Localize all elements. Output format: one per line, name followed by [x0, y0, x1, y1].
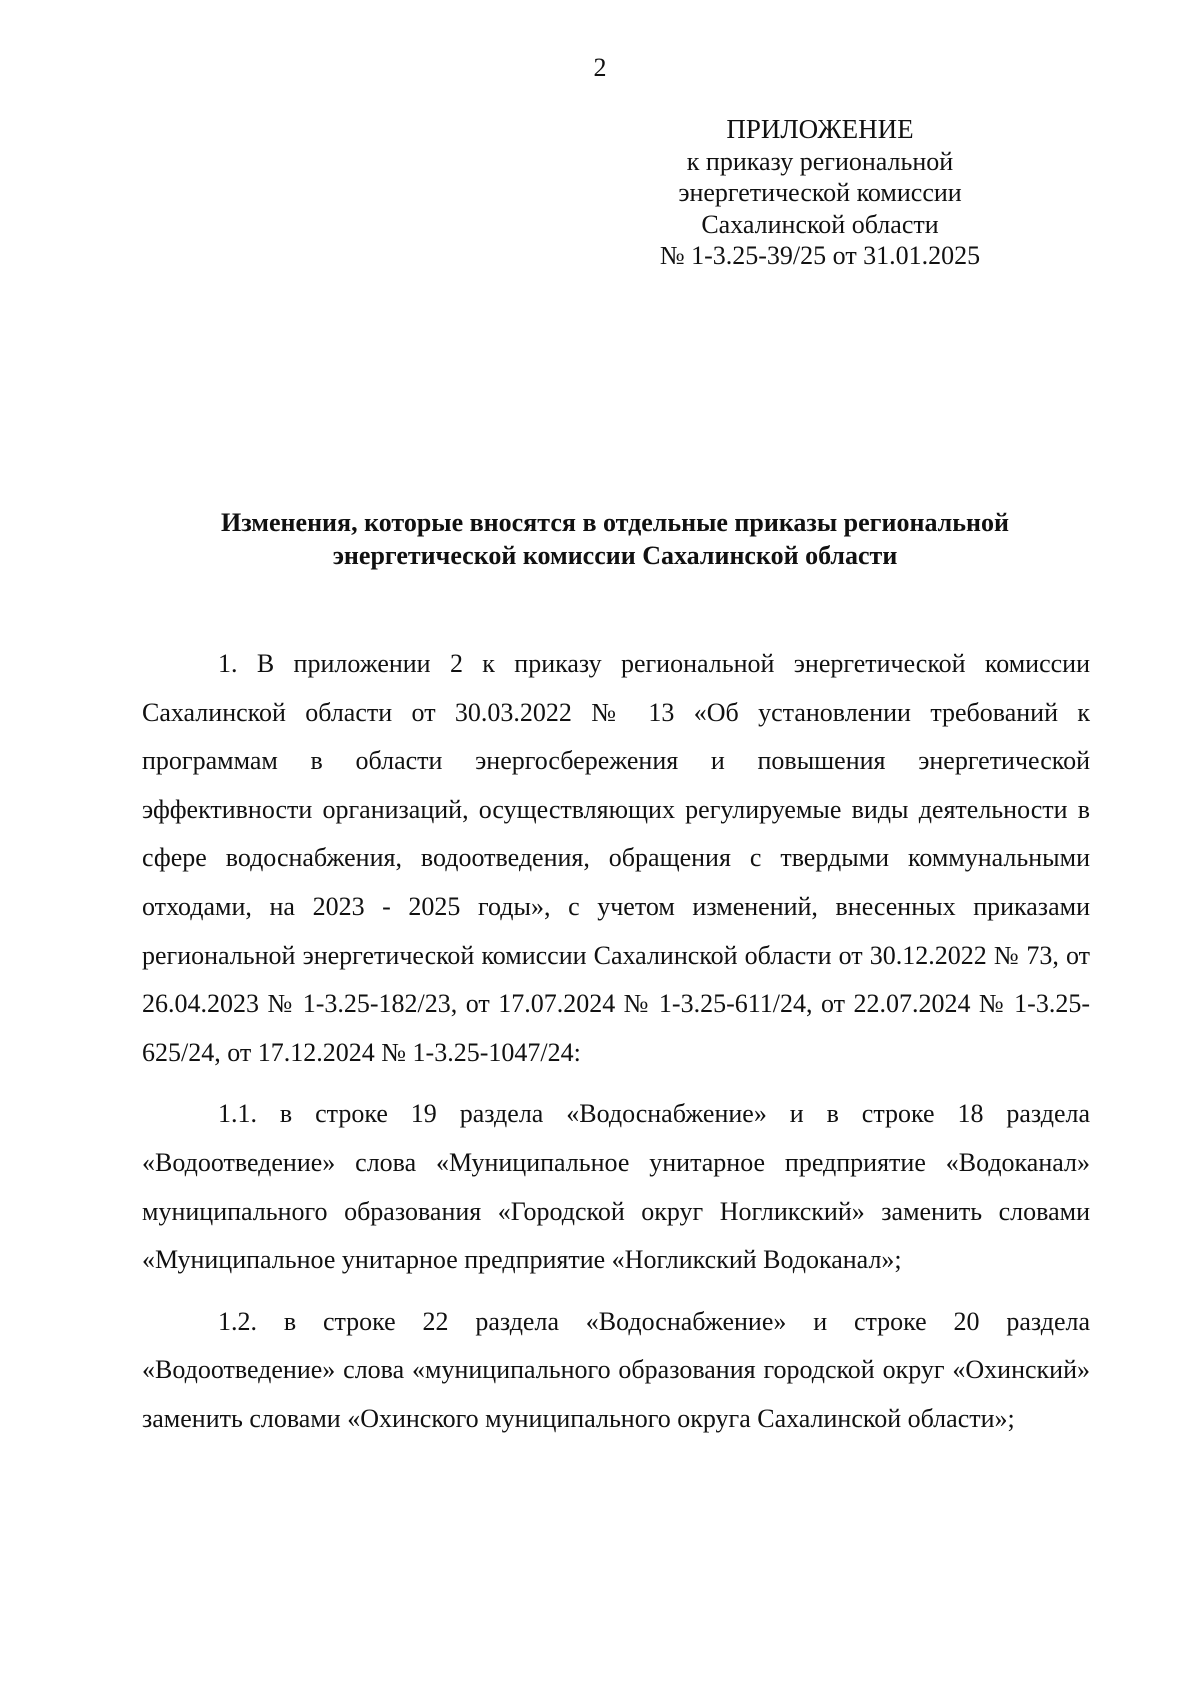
paragraph-1: 1. В приложении 2 к приказу региональной энергетической комиссии Сахалинской области от 30.03.2022 № 13 «Об установлении требований к программам в области энергосбережения и повышения энергетической эффективности организаций, осуществляющих регулируемые виды деятельности в сфере водоснабжения, водоотведения, обращения с твердыми коммунальными отходами, на 2023 - 2025 годы», с учетом изменений, внесенных приказами региональной энергетической комиссии Сахалинской области от 30.12.2022 № 73, от 26.04.2023 № 1-3.25-182/23, от 17.07.2024 № 1-3.25-611/24, от 22.07.2024 № 1-3.25-625/24, от 17.12.2024 № 1-3.25-1047/24:	[142, 649, 1090, 1067]
appendix-header	[615, 114, 1025, 272]
appendix-title: ПРИЛОЖЕНИЕ	[726, 114, 914, 144]
appendix-order-number: № 1-3.25-39/25 от 31.01.2025	[659, 241, 981, 270]
paragraph-1-2: 1.2. в строке 22 раздела «Водоснабжение» и строке 20 раздела «Водоотведение» слова «муниципального образования городской округ «Охинский» заменить словами «Охинского муниципального округа Сахалинской области»;	[142, 1306, 1090, 1433]
page-number: 2	[593, 53, 607, 82]
document-body	[142, 640, 1090, 1444]
appendix-line: энергетической комиссии	[678, 178, 962, 207]
document-title-line: Изменения, которые вносятся в отдельные приказы региональной	[221, 508, 1009, 537]
document-title	[140, 506, 1090, 572]
paragraph-1-1: 1.1. в строке 19 раздела «Водоснабжение» и в строке 18 раздела «Водоотведение» слова «Муниципальное унитарное предприятие «Водоканал» муниципального образования «Городской округ Ногликский» заменить словами «Муниципальное унитарное предприятие «Ногликский Водоканал»;	[142, 1099, 1090, 1275]
document-title-line: энергетической комиссии Сахалинской области	[332, 541, 898, 570]
appendix-line: Сахалинской области	[701, 209, 939, 239]
appendix-line: к приказу региональной	[686, 146, 954, 176]
